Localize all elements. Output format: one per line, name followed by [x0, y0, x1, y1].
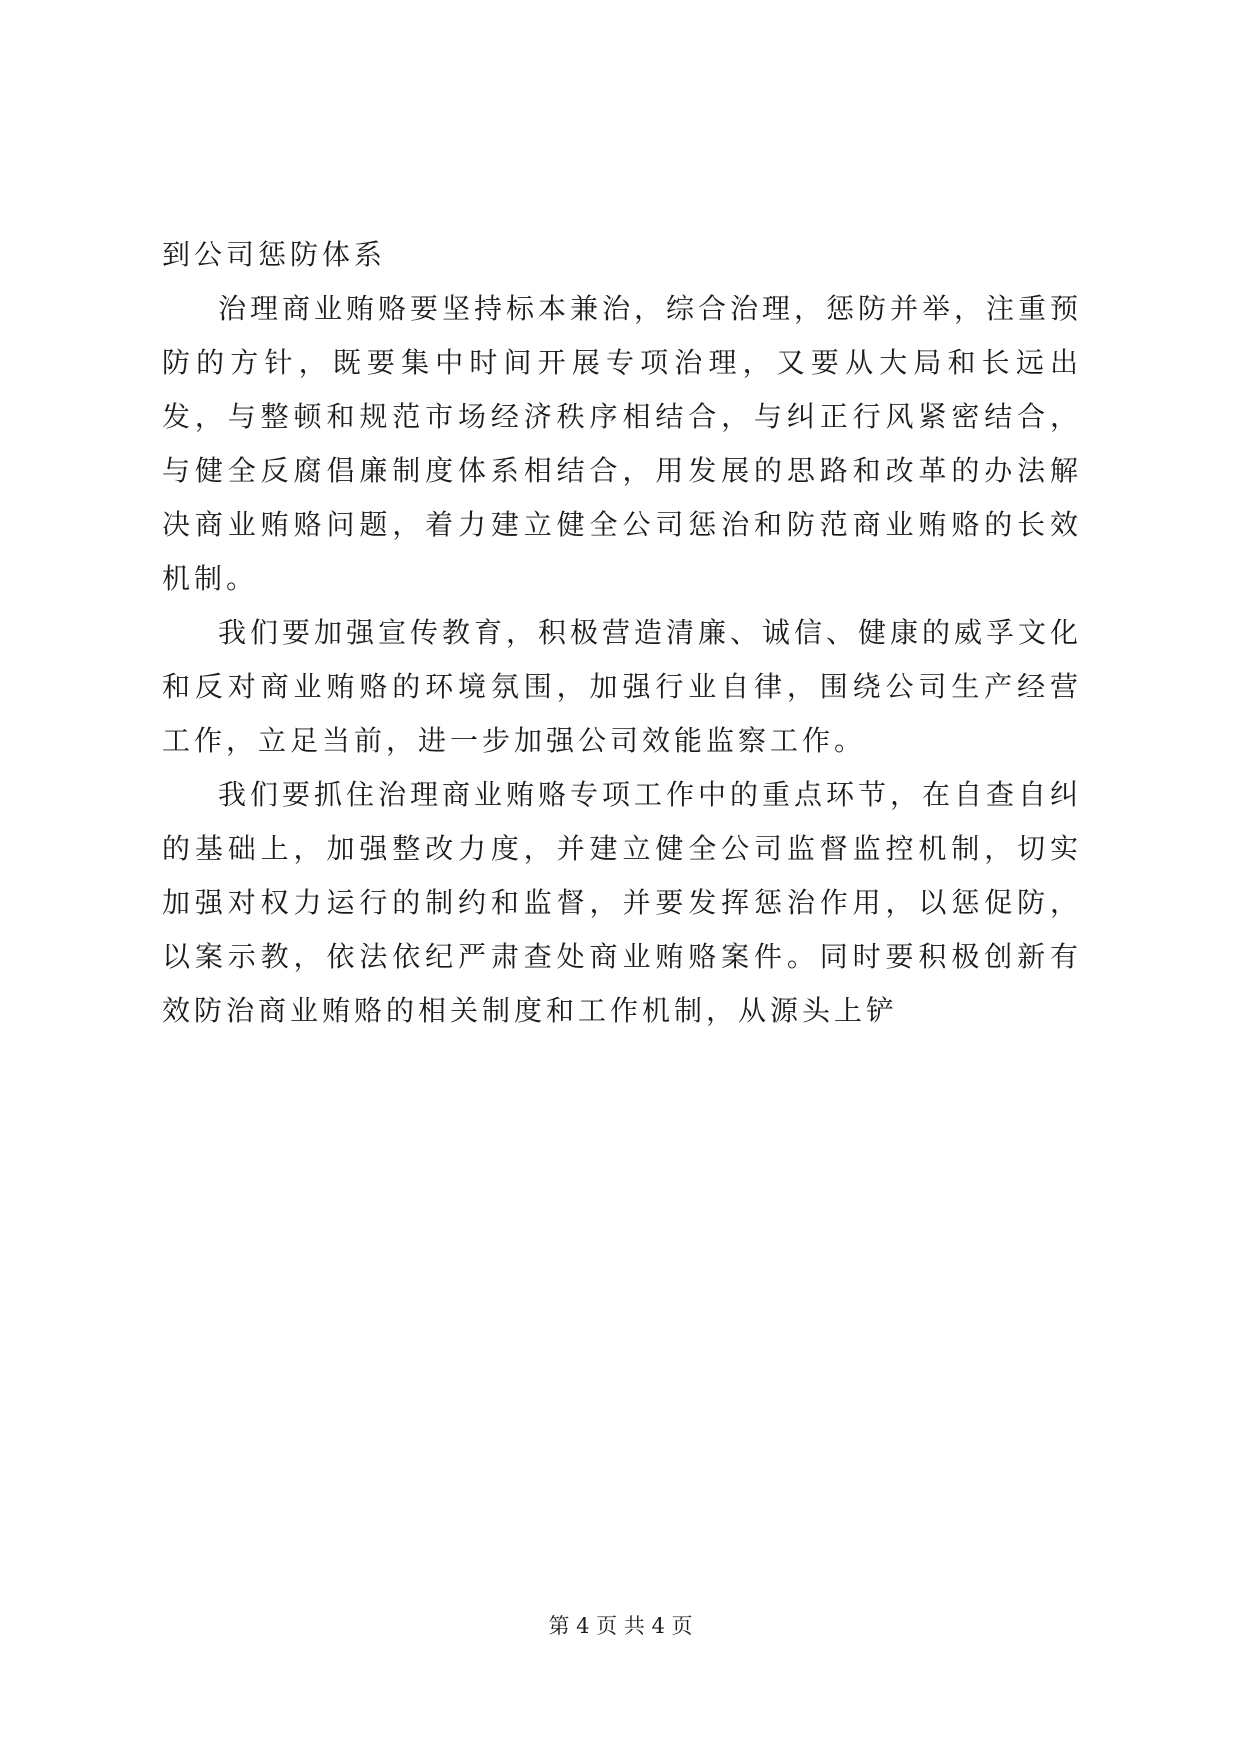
document-body	[162, 228, 1082, 1038]
paragraph-2: 我们要加强宣传教育，积极营造清廉、诚信、健康的威孚文化和反对商业贿赂的环境氛围，加强行业自律，围绕公司生产经营工作，立足当前，进一步加强公司效能监察工作。	[162, 616, 1083, 757]
paragraph-1: 治理商业贿赂要坚持标本兼治，综合治理，惩防并举，注重预防的方针，既要集中时间开展专项治理，又要从大局和长远出发，与整顿和规范市场经济秩序相结合，与纠正行风紧密结合，与健全反腐倡廉制度体系相结合，用发展的思路和改革的办法解决商业贿赂问题，着力建立健全公司惩治和防范商业贿赂的长效机制。	[162, 292, 1083, 595]
page-footer: 第 4 页 共 4 页	[548, 1614, 693, 1638]
paragraph-3: 我们要抓住治理商业贿赂专项工作中的重点环节，在自查自纠的基础上，加强整改力度，并建立健全公司监督监控机制，切实加强对权力运行的制约和监督，并要发挥惩治作用，以惩促防，以案示教，依法依纪严肃查处商业贿赂案件。同时要积极创新有效防治商业贿赂的相关制度和工作机制，从源头上铲	[162, 778, 1083, 1027]
heading-fragment: 到公司惩防体系	[162, 238, 387, 271]
